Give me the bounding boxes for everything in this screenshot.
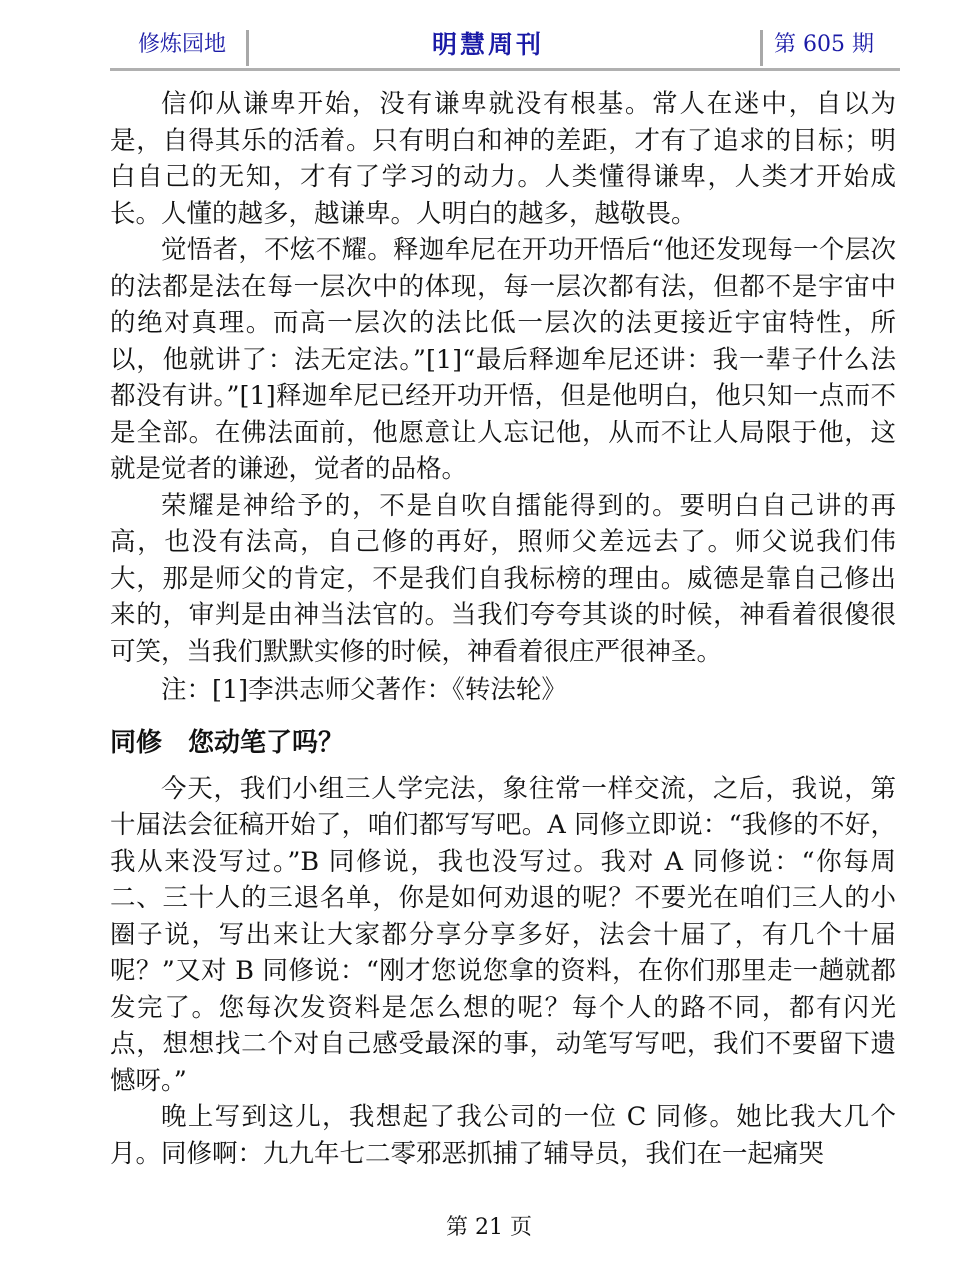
publication-title: 明慧周刊 — [432, 30, 545, 59]
paragraph: 信仰从谦卑开始，没有谦卑就没有根基。常人在迷中，自以为是，自得其乐的活着。只有明白和神的差距，才有了追求的目标；明白自己的无知，才有了学习的动力。人类懂得谦卑，人类才开始成长。人懂的越多，越谦卑。人明白的越多，越敬畏。 — [110, 89, 896, 229]
paragraph: 晚上写到这儿，我想起了我公司的一位 C 同修。她比我大几个月。同修啊：九九年七二零邪恶抓捕了辅导员，我们在一起痛哭 — [110, 1102, 896, 1169]
header-section-label: 修炼园地 — [138, 32, 227, 57]
footnote: 注：[1]李洪志师父著作：《转法轮》 — [161, 675, 567, 705]
paragraph: 今天，我们小组三人学完法，象往常一样交流，之后，我说，第十届法会征稿开始了，咱们都写写吧。A 同修立即说：“我修的不好，我从来没写过。”B 同修说，我也没写过。我对 A 同修说：“你每周二、三十人的三退名单，你是如何劝退的呢？不要光在咱们三人的小圈子说，写出来让大家都分享分享多好，法会十届了，有几个十届呢？”又对 B 同修说：“刚才您说您拿的资料，在你们那里走一趟就都发完了。您每次发资料是怎么想的呢？每个人的路不同，都有闪光点，想想找二个对自己感受最深的事，动笔写写吧，我们不要留下遗憾呀。” — [110, 773, 896, 1096]
article-body — [110, 86, 896, 1172]
page-number: 第 21 页 — [446, 1215, 532, 1240]
paragraph: 荣耀是神给予的，不是自吹自擂能得到的。要明白自己讲的再高，也没有法高，自己修的再好，照师父差远去了。师父说我们伟大，那是师父的肯定，不是我们自我标榜的理由。威德是靠自己修出来的，审判是由神当法官的。当我们夸夸其谈的时候，神看着很傻很可笑，当我们默默实修的时候，神看着很庄严很神圣。 — [110, 490, 896, 667]
paragraph: 觉悟者，不炫不耀。释迦牟尼在开功开悟后“他还发现每一个层次的法都是法在每一层次中的体现，每一层次都有法，但都不是宇宙中的绝对真理。而高一层次的法比低一层次的法更接近宇宙特性，所以，他就讲了：法无定法。”[1]“最后释迦牟尼还讲：我一辈子什么法都没有讲。”[1]释迦牟尼已经开功开悟，但是他明白，他只知一点而不是全部。在佛法面前，他愿意让人忘记他，从而不让人局限于他，这就是觉者的谦逊，觉者的品格。 — [110, 235, 896, 484]
header-divider — [760, 30, 763, 66]
section-title: 同修 您动笔了吗？ — [110, 727, 345, 758]
page-header — [110, 26, 900, 71]
header-divider — [246, 30, 249, 66]
issue-number: 第 605 期 — [774, 32, 874, 57]
